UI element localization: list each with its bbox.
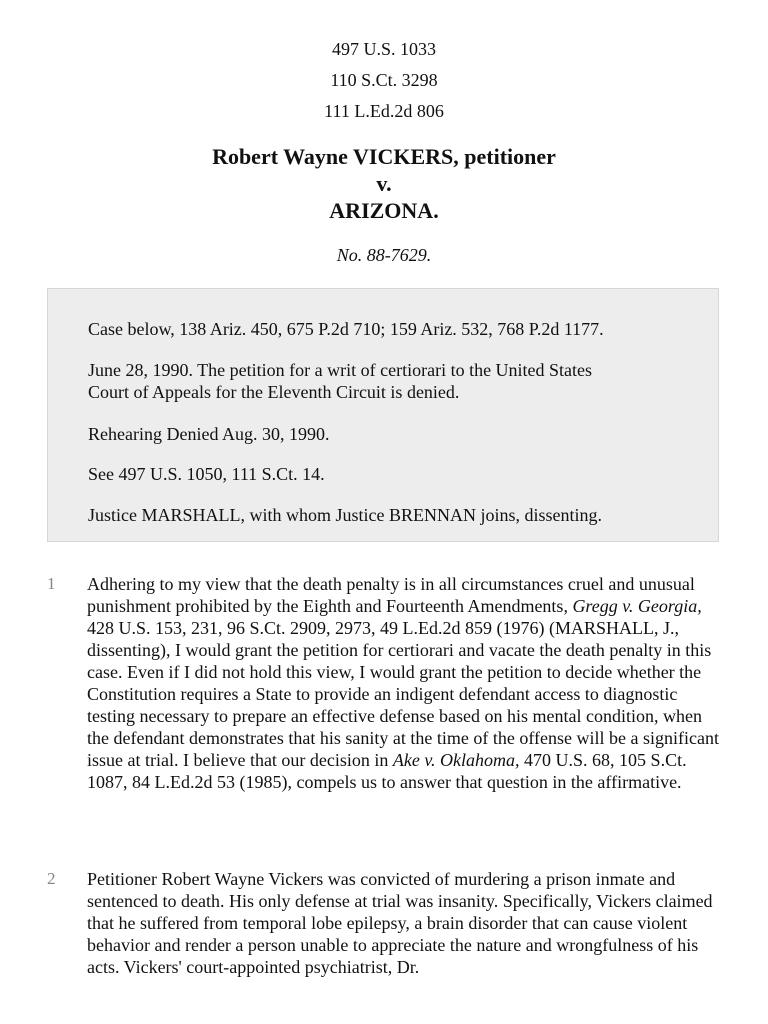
citation-sct: 110 S.Ct. 3298 (330, 70, 438, 90)
decision-line-1: June 28, 1990. The petition for a writ of certiorari to the United States (88, 360, 593, 380)
decision-line-2: Court of Appeals for the Eleventh Circuit is denied. (88, 382, 460, 402)
paragraph-number: 2 (47, 869, 56, 888)
case-title-petitioner: Robert Wayne VICKERS, petitioner (212, 144, 556, 169)
case-below-line: Case below, 138 Ariz. 450, 675 P.2d 710; 159 Ariz. 532, 768 P.2d 1177. (88, 319, 604, 339)
text-segment: 428 U.S. 153, 231, 96 S.Ct. 2909, 2973, 49 L.Ed.2d 859 (1976) (MARSHALL, J., dissenting), I would grant the petition for certiorari and vacate the death penalty in this case. Even if I did not hold this view, I would grant the petition to decide whether the Constitution requires a State to provide an indigent defendant access to diagnostic testing necessary to prepare an effective defense based on his mental condition, when the defendant demonstrates that his sanity at the time of the offense will be a significant issue at trial. I believe that our decision in (87, 618, 719, 770)
text-segment: 470 U.S. 68, 105 S.Ct. 1087, 84 L.Ed.2d 53 (1985), compels us to answer that question in the affirmative. (87, 750, 687, 792)
text-segment: Adhering to my view that the death penalty is in all circumstances cruel and unusual punishment prohibited by the Eighth and Fourteenth Amendments, (87, 574, 695, 616)
paragraph-number: 1 (47, 574, 56, 593)
case-title-respondent: ARIZONA. (329, 198, 439, 223)
citation-us: 497 U.S. 1033 (331, 39, 436, 59)
dissent-line: Justice MARSHALL, with whom Justice BRENNAN joins, dissenting. (88, 505, 603, 525)
citation-led: 111 L.Ed.2d 806 (324, 101, 444, 121)
case-title-versus: v. (376, 171, 392, 196)
see-also-line: See 497 U.S. 1050, 111 S.Ct. 14. (88, 464, 325, 484)
case-citation-gregg: Gregg v. Georgia, (572, 596, 702, 616)
case-citation-ake: Ake v. Oklahoma, (392, 750, 520, 770)
case-info-box (47, 288, 719, 542)
case-title (0, 143, 768, 224)
rehearing-line: Rehearing Denied Aug. 30, 1990. (88, 424, 330, 444)
citation-list (0, 34, 768, 127)
docket-number: No. 88-7629. (336, 245, 432, 265)
paragraph-text: Petitioner Robert Wayne Vickers was convicted of murdering a prison inmate and sentenced to death. His only defense at trial was insanity. Specifically, Vickers claimed that he suffered from temporal lobe epilepsy, a brain disorder that can cause violent behavior and render a person unable to appreciate the nature and wrongfulness of his acts. Vickers' court-appointed psychiatrist, Dr. (87, 869, 713, 977)
paragraph-text (87, 573, 721, 793)
